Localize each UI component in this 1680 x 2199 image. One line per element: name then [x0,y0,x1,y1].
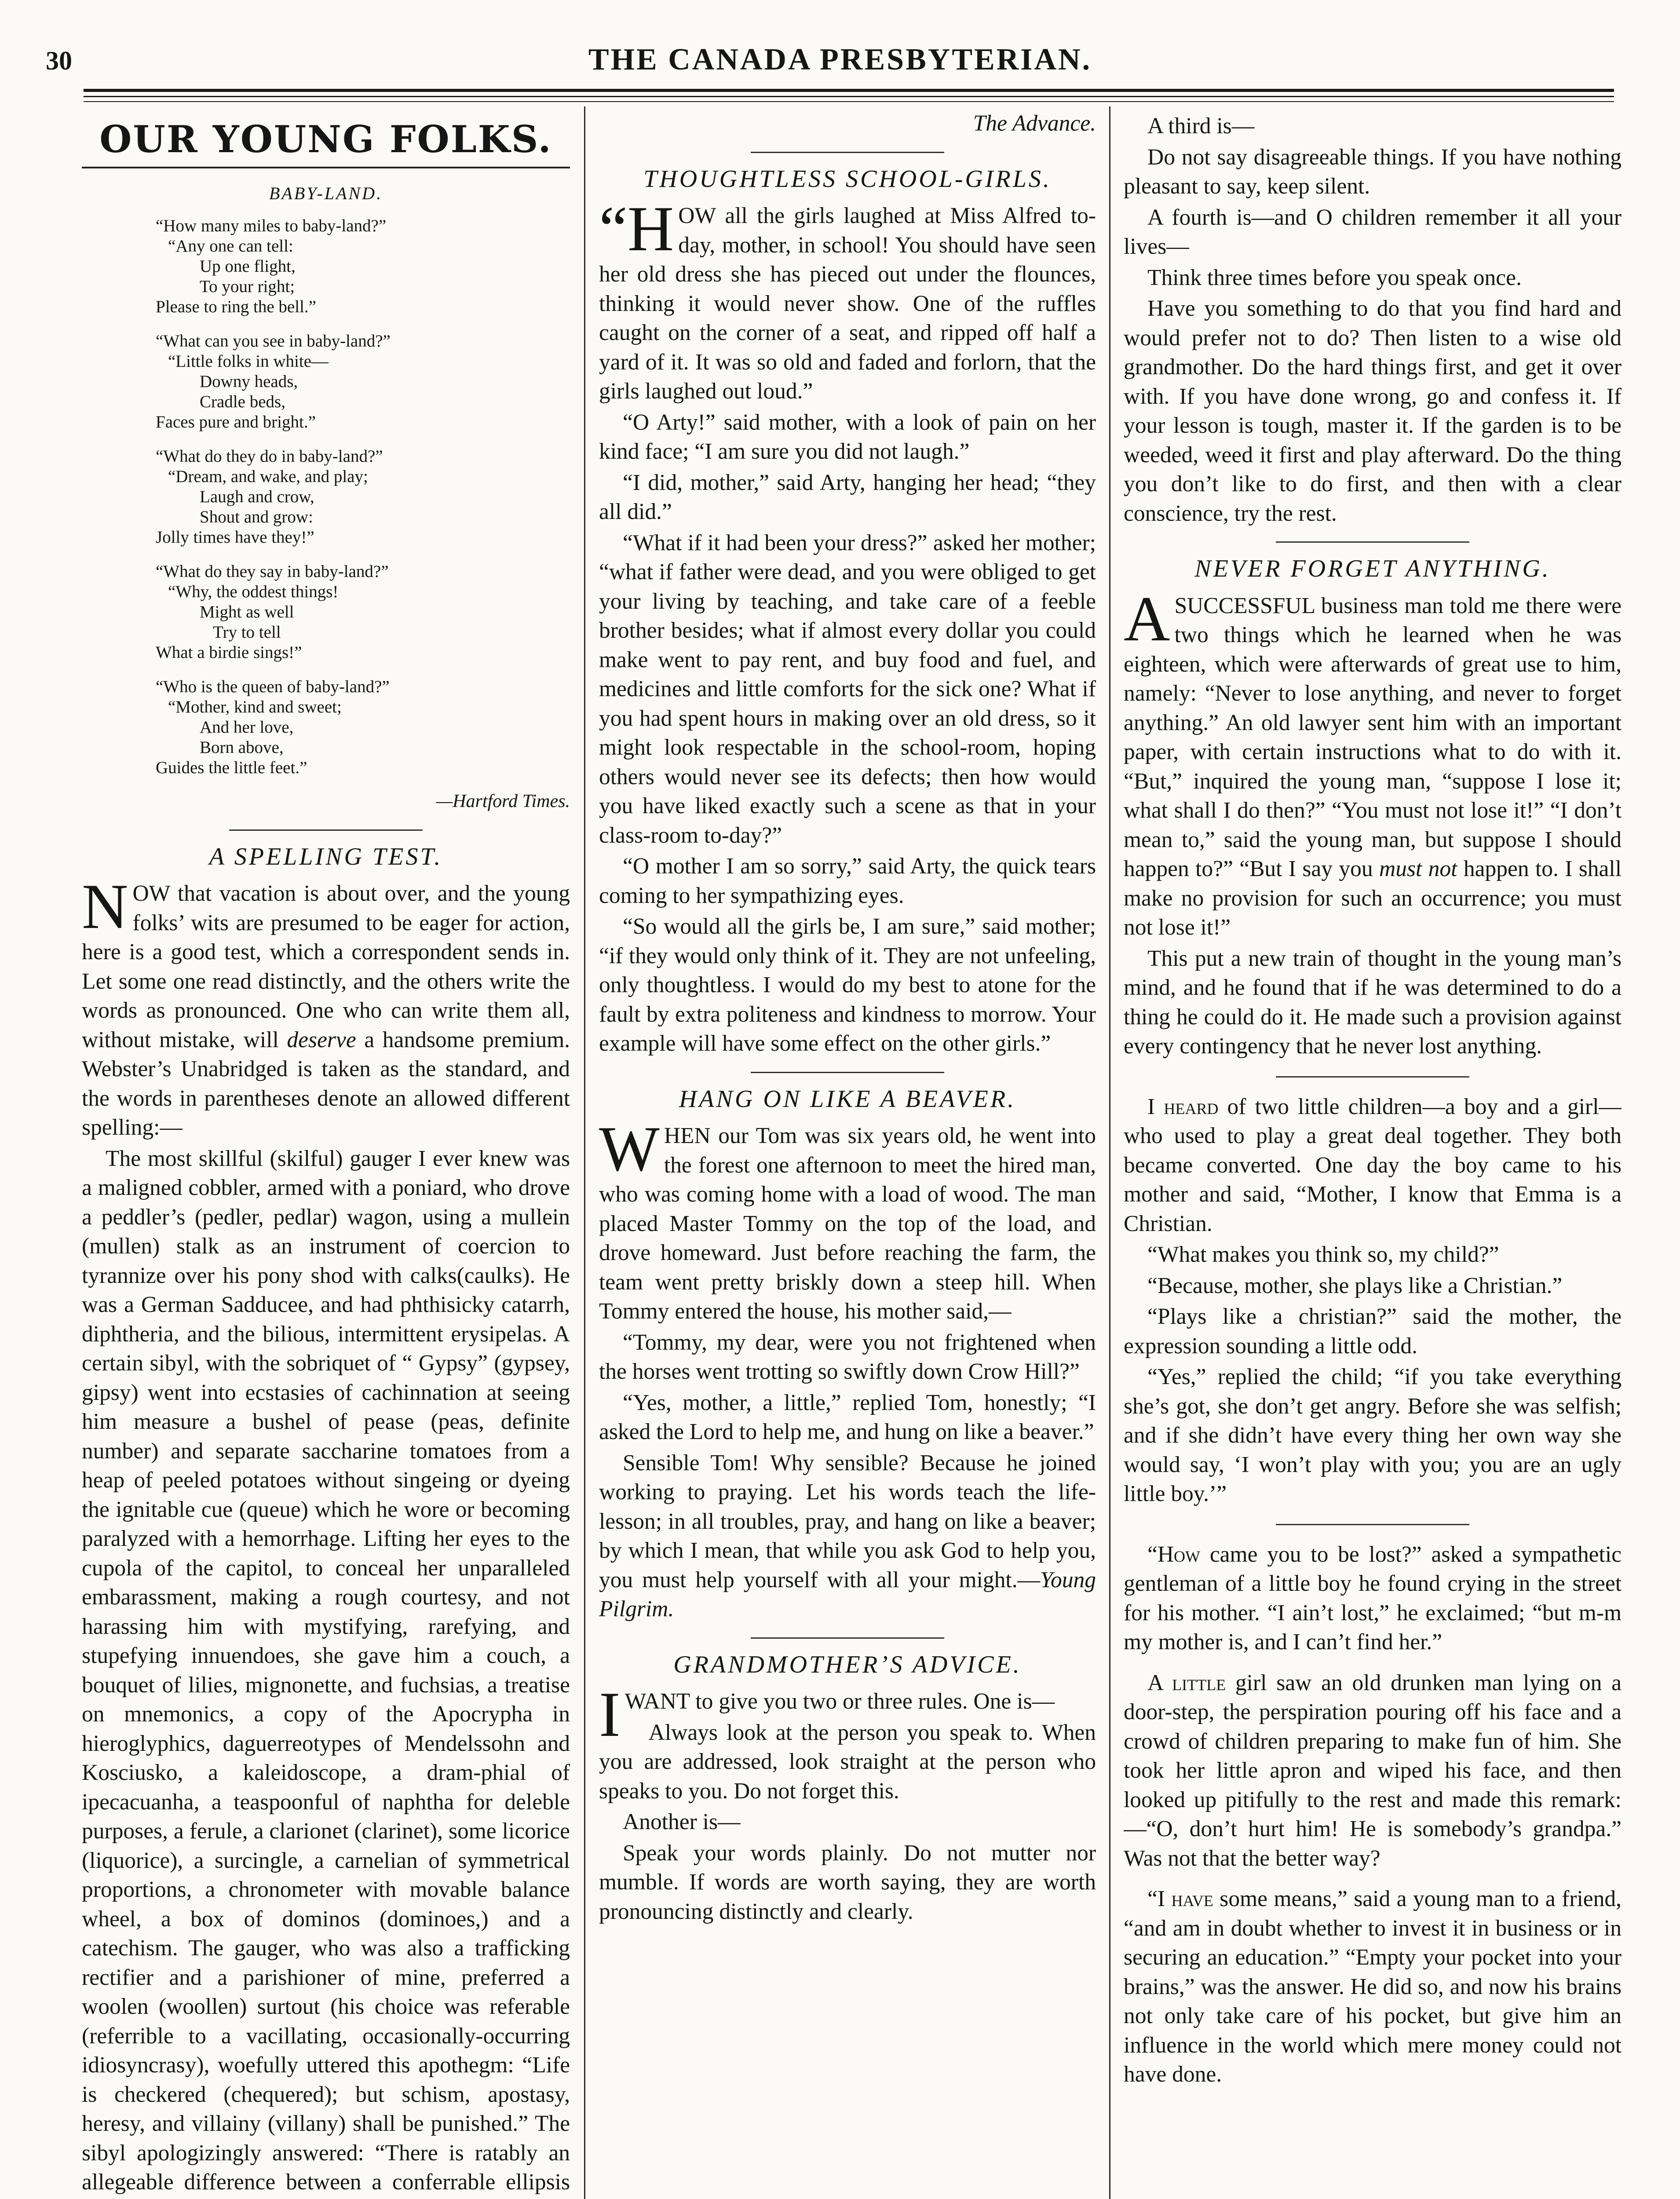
section-title: OUR YOUNG FOLKS. [82,110,570,168]
article-paragraph [599,1679,1096,1750]
article-paragraph [1124,1669,1622,1874]
drop-cap: N [82,871,128,942]
masthead-rule [84,89,1614,92]
article-paragraph [599,193,1096,406]
divider [1276,1524,1469,1525]
article-paragraph: A fourth is—and O children remember it all your lives— [1124,205,1622,259]
article-paragraph [1124,1092,1622,1239]
poem-stanza [82,677,570,778]
text-run: OW all the girls laughed at Miss Alfred to-day, mother, in school! You should have seen her old dress she has pieced out under the flounces, thinking it would never show. One of the ruffles caught on the corner of a seat, and ripped off half a yard of it. It was so old and faded and forlorn, that the girls laughed out loud.” [599,203,1096,404]
poem-stanza [82,331,570,432]
text-run: some means,” said a young man to a friend, “and am in doubt whether to invest it in business or in securing an education.” “Empty your pocket into your brains,” was the answer. He did so, and now his brains not only take care of his pocket, but give him an influence in the world which mere money could not have done. [1124,1886,1622,2087]
poem-line: “How many miles to baby-land?” [156,216,387,235]
article-paragraph: Think three times before you speak once. [1147,265,1522,290]
article-paragraph [82,871,570,1143]
text-run: happen to. I shall make no provision for such an occurrence; you must not lose it!” [1124,856,1622,940]
article-paragraph: Have you something to do that you find hard and would prefer not to do? Then listen to a wise old grandmother. Do the hard things first, and get it over with. If you have done wrong, go and confess it. If your lesson is tough, master it. If the garden is to be weeded, weed it first and play afterward. Do the thing you don’t like to do first, and then with a clear conscience, try the rest. [1124,296,1622,526]
poem-line: Please to ring the bell.” [156,297,316,316]
text-run: A little [1147,1670,1226,1695]
article-paragraph: “Yes, mother, a little,” replied Tom, honestly; “I asked the Lord to help me, and hung on like a beaver.” [599,1390,1096,1444]
poem-line: “What do they say in baby-land?” [156,562,389,581]
text-run: SUCCESSFUL business man told me there were two things which he learned when he was eighteen, which were afterwards of great use to him, namely: “Never to lose anything, and never to forget anything.” An old lawyer sent him with an important paper, with certain instructions what to do with it. “But,” inquired the young man, “suppose I lose it; what shall I do then?” “You must not lose it!” “I don’t mean to,” said the young man, but suppose I should happen to?” “But I say you [1124,593,1622,881]
article-paragraph: A third is— [1147,113,1255,139]
poem-line: Up one flight, [200,257,296,276]
drop-cap: I [599,1679,621,1750]
text-run: WANT to give you two or three rules. One is— [625,1689,1055,1714]
article-paragraph: “Plays like a christian?” said the mother, the expression sounding a little odd. [1124,1304,1622,1359]
drop-cap: A [1124,583,1170,654]
article-paragraph [599,1113,1096,1326]
article-title: GRANDMOTHER’S ADVICE. [599,1637,1096,1680]
poem-line: Born above, [200,738,284,757]
text-run: Sensible Tom! Why sensible? Because he joined working to praying. Let his words teach the life-lesson; in all troubles, pray, and hang on like a beaver; by which I mean, that while you ask God to help you, you must help yourself with all your might.— [599,1450,1096,1593]
text-run: deserve [287,1027,356,1052]
poem-line: Might as well [200,603,294,621]
column-divider [1109,106,1110,2199]
poem-line: “Why, the oddest things! [168,582,339,601]
article-paragraph: “I did, mother,” said Arty, hanging her head; “they all did.” [599,470,1096,524]
poem-line: “What do they do in baby-land?” [156,447,383,466]
poem-line: And her love, [200,718,294,737]
masthead-rule [84,96,1614,97]
article-paragraph: “Because, mother, she plays like a Christian.” [1147,1273,1563,1298]
article-paragraph [599,1449,1096,1624]
text-run: girl saw an old drunken man lying on a door-step, the perspiration pouring off his face and a crowd of children preparing to make fun of him. She took her little apron and wiped his face, and then looked up pitifully to the rest and made this remark:—“O, don’t hurt him! He is somebody’s grandpa.” Was not that the better way? [1124,1670,1622,1871]
poem-line: “Little folks in white— [168,352,329,371]
poem-line: Jolly times have they!” [156,528,314,547]
article-paragraph [1124,1540,1622,1657]
text-run: “How [1147,1541,1201,1567]
article-title: THOUGHTLESS SCHOOL-GIRLS. [599,152,1096,194]
masthead-rule [84,101,1614,102]
article-title: NEVER FORGET ANYTHING. [1124,541,1622,584]
article-paragraph: “O mother I am so sorry,” said Arty, the quick tears coming to her sympathizing eyes. [599,854,1096,908]
poem-line: “Mother, kind and sweet; [168,698,342,716]
text-run: HEN our Tom was six years old, he went into the forest one afternoon to meet the hired man, who was coming home with a load of wood. The man placed Master Tommy on the top of the load, and drove homeward. Just before reaching the farm, the team went pretty briskly down a steep hill. When Tommy entered the house, his mother said,— [599,1123,1096,1324]
article-paragraph: “What if it had been your dress?” asked her mother; “what if father were dead, and you were obliged to get your living by teaching, and take care of a feeble brother besides; what if almost every dollar you could make went to pay rent, and buy food and fuel, and medicines and little comforts for the sick one? What if you had spent hours in making over an old dress, so it might look respectable in the school-room, hoping others would never see its defects; then how would you have liked exactly such a scene as that in your class-room to-day?” [599,530,1096,848]
article-paragraph [82,1144,570,2199]
article-paragraph: “Yes,” replied the child; “if you take everything she’s got, she don’t get angry. Before she was selfish; and if she didn’t have every thing her own way she would say, ‘I won’t play with you; you are an ugly little boy.’” [1124,1364,1622,1506]
article-title: HANG ON LIKE A BEAVER. [599,1072,1096,1114]
text-run: a handsome premium. Webster’s Unabridged is taken as the standard, and the words in parentheses denote an allowed different spelling:— [82,1027,570,1140]
article-title: A SPELLING TEST. [82,829,570,872]
article-paragraph: Always look at the person you speak to. When you are addressed, look straight at the person who speaks to you. Do not forget this. [599,1720,1096,1804]
poem-line: “Dream, and wake, and play; [168,467,368,486]
article-paragraph [1124,583,1622,942]
text-run: must not [1379,856,1457,881]
text-run: of two little children—a boy and a girl—who used to play a great deal together. They both became converted. One day the boy came to his mother and said, “Mother, I know that Emma is a Christian. [1124,1094,1622,1236]
drop-cap [599,193,674,264]
page-number: 30 [46,46,72,75]
article-paragraph: This put a new train of thought in the young man’s mind, and he found that if he was determined to do a thing he could do it. He made such a provision against every contingency that he never lost anything. [1124,946,1622,1059]
text-run: Young Pilgrim. [599,1567,1096,1622]
article-credit [599,110,1096,139]
column-3 [1124,110,1622,2199]
article-paragraph: “So would all the girls be, I am sure,” said mother; “if they would only think of it. They are not unfeeling, only thoughtless. I would do my best to atone for the fault by extra politeness and kindness to morrow. Your example will have some effect on the other girls.” [599,914,1096,1056]
poem-line: What a birdie sings!” [156,643,302,662]
poem-stanza [82,562,570,663]
text-run: The most skillful (skilful) gauger I ever knew was a maligned cobbler, armed with a poniard, who drove a peddler’s (pedler, pedlar) wagon, using a mullein (mullen) stalk as an instrument of coercion to tyrannize over his pony shod with calks(caulks). He was a German Sadducee, and had phthisicky catarrh, diphtheria, and the bilious, intermittent erysipelas. A certain sibyl, with the sobriquet of “ Gypsy” (gypsey, gipsy) went into ecstasies of cachinnation at seeing him measure a bushel of pease (peas, definite number) and separate saccharine tomatoes from a heap of peeled potatoes without singeing or dyeing the ignitable cue (queue) which he wore or becoming paralyzed with a hemorrhage. Lifting her eyes to the cupola of the capitol, to conceal her unparalleled embarassment, making a rough courtesy, and not harassing him with mystifying, rarefying, and stupefying innuendoes, she gave him a couch, a bouquet of lilies, mignonette, and fuchsias, a treatise on mnemonics, a copy of the Apocrypha in hieroglyphics, daguerreotypes of Mendelssohn and Kosciusko, a kaleidoscope, a dram-phial of ipecacuanha, a teaspoonful of naphtha for deleble purposes, a ferule, a clarionet (clarinet), some licorice (liquorice), a surcingle, a carnelian of symmetrical proportions, a chronometer with movable balance wheel, a box of dominos (dominoes,) and a catechism. The gauger, who was also a trafficking rectifier and a parishioner of mine, preferred a woolen (woollen) surtout (his choice was referable (referrible to a vacillating, occasionally-occurring idiosyncrasy), woefully uttered this apothegm: “Life is checkered (chequered); but schism, apostasy, heresy, and villainy (villany) shall be punished.” The sibyl apologizingly answered: “There is ratably an allegeable difference between a conferrable ellipsis [82,1146,570,2195]
poem-line: Faces pure and bright.” [156,413,316,431]
masthead-title: THE CANADA PRESBYTERIAN. [588,43,1092,77]
drop-cap: W [599,1113,660,1184]
poem-line: Downy heads, [200,372,298,391]
column-divider [584,106,585,2199]
poem-stanza [82,216,570,317]
poem-title: BABY-LAND. [269,183,383,203]
text-run: came you to be lost?” asked a sympathetic gentleman of a little boy he found crying in the street for his mother. “I ain’t lost,” he exclaimed; “but m-m my mother is, and I can’t find her.” [1124,1541,1622,1655]
poem-line: “What can you see in baby-land?” [156,332,391,351]
poem-line: Try to tell [213,623,281,642]
poem-line: “Who is the queen of baby-land?” [156,677,390,696]
poem-line: Cradle beds, [200,392,285,411]
column-1 [82,110,570,2199]
poem-line: Guides the little feet.” [156,758,307,777]
text-run: I heard [1147,1094,1219,1119]
text-run: “ [599,193,628,264]
divider [1276,1076,1469,1078]
poem-line: “Any one can tell: [168,237,293,256]
poem-line: Shout and grow: [200,508,313,526]
article-paragraph: “What makes you think so, my child?” [1147,1242,1499,1267]
article-paragraph: “Tommy, my dear, were you not frightened when the horses went trotting so swiftly down Crow Hill?” [599,1330,1096,1384]
poem-credit: —Hartford Times. [436,791,570,811]
column-2 [599,110,1096,2199]
text-run: The Advance. [973,111,1096,136]
article-paragraph [1124,1885,1622,2089]
article-paragraph: Another is— [623,1809,741,1834]
poem-line: To your right; [200,277,295,296]
text-run: H [627,193,674,264]
article-paragraph: Speak your words plainly. Do not mutter nor mumble. If words are worth saying, they are worth pronouncing distinctly and clearly. [599,1840,1096,1924]
poem-stanza [82,446,570,548]
text-run: “I have [1147,1886,1213,1911]
text-run: OW that vacation is about over, and the young folks’ wits are presumed to be eager for action, here is a good test, which a correspondent sends in. Let some one read distinctly, and the others write the words as pronounced. One who can write them all, without mistake, will [82,881,570,1052]
article-paragraph: Do not say disagreeable things. If you have nothing pleasant to say, keep silent. [1124,144,1622,199]
article-paragraph: “O Arty!” said mother, with a look of pain on her kind face; “I am sure you did not laugh.” [599,409,1096,464]
poem-line: Laugh and crow, [200,487,314,506]
